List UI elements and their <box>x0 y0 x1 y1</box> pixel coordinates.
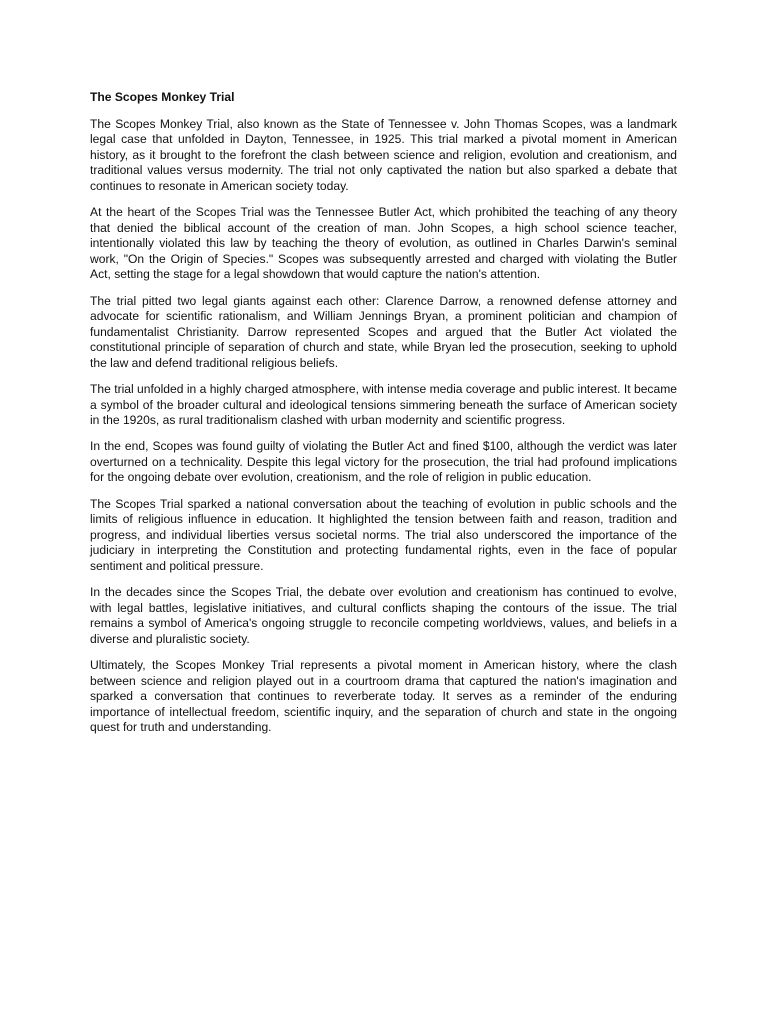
paragraph-verdict: In the end, Scopes was found guilty of violating the Butler Act and fined $100, although the verdict was later overturned on a technicality. Despite this legal victory for the prosecution, the trial had profound implications for the ongoing debate over evolution, creationism, and the role of religion in public education. <box>90 439 677 485</box>
paragraph-introduction: The Scopes Monkey Trial, also known as the State of Tennessee v. John Thomas Scopes, was a landmark legal case that unfolded in Dayton, Tennessee, in 1925. This trial marked a pivotal moment in American history, as it brought to the forefront the clash between science and religion, evolution and creationism, and traditional values versus modernity. The trial not only captivated the nation but also sparked a debate that continues to resonate in American society today. <box>90 116 677 193</box>
paragraph-atmosphere: The trial unfolded in a highly charged atmosphere, with intense media coverage and public interest. It became a symbol of the broader cultural and ideological tensions simmering beneath the surface of American society in the 1920s, as rural traditionalism clashed with urban modernity and scientific progress. <box>90 382 677 428</box>
paragraph-butler-act: At the heart of the Scopes Trial was the Tennessee Butler Act, which prohibited the teaching of any theory that denied the biblical account of the creation of man. John Scopes, a high school science teacher, intentionally violated this law by teaching the theory of evolution, as outlined in Charles Darwin's seminal work, "On the Origin of Species." Scopes was subsequently arrested and charged with violating the Butler Act, setting the stage for a legal showdown that would capture the nation's attention. <box>90 205 677 282</box>
paragraph-national-conversation: The Scopes Trial sparked a national conversation about the teaching of evolution in public schools and the limits of religious influence in education. It highlighted the tension between faith and reason, tradition and progress, and individual liberties versus societal norms. The trial also underscored the importance of the judiciary in interpreting the Constitution and protecting fundamental rights, even in the face of popular sentiment and political pressure. <box>90 496 677 573</box>
paragraph-legal-giants: The trial pitted two legal giants against each other: Clarence Darrow, a renowned defense attorney and advocate for scientific rationalism, and William Jennings Bryan, a prominent politician and champion of fundamentalist Christianity. Darrow represented Scopes and argued that the Butler Act violated the constitutional principle of separation of church and state, while Bryan led the prosecution, seeking to uphold the law and defend traditional religious beliefs. <box>90 293 677 370</box>
paragraph-conclusion: Ultimately, the Scopes Monkey Trial represents a pivotal moment in American history, where the clash between science and religion played out in a courtroom drama that captured the nation's imagination and sparked a conversation that continues to reverberate today. It serves as a reminder of the enduring importance of intellectual freedom, scientific inquiry, and the separation of church and state in the ongoing quest for truth and understanding. <box>90 657 677 735</box>
document-title: The Scopes Monkey Trial <box>90 90 235 104</box>
document-page <box>90 90 677 746</box>
paragraph-decades-since: In the decades since the Scopes Trial, the debate over evolution and creationism has continued to evolve, with legal battles, legislative initiatives, and cultural conflicts shaping the contours of the issue. The trial remains a symbol of America's ongoing struggle to reconcile competing worldviews, values, and beliefs in a diverse and pluralistic society. <box>90 585 677 646</box>
